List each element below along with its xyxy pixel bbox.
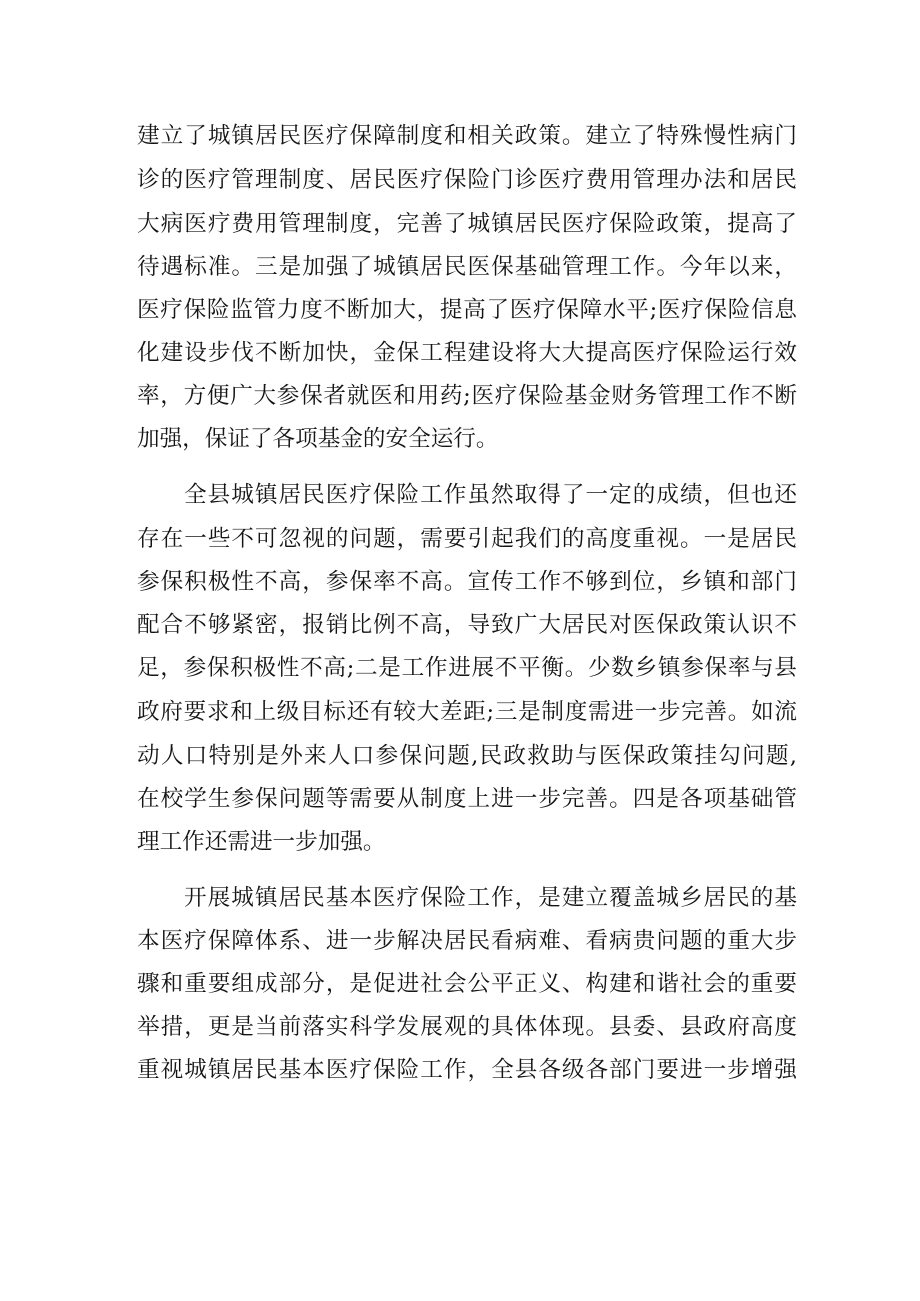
paragraph-2-line-6: 政府要求和上级目标还有较大差距;三是制度需进一步完善。如流 <box>137 699 797 725</box>
paragraph-1-line-4: 待遇标准。三是加强了城镇居民医保基础管理工作。今年以来， <box>137 254 797 280</box>
paragraph-2-line-9: 理工作还需进一步加强。 <box>137 829 386 855</box>
paragraph-3-line-1: 开展城镇居民基本医疗保险工作，是建立覆盖城乡居民的基 <box>184 885 797 911</box>
paragraph-1-line-1: 建立了城镇居民医疗保障制度和相关政策。建立了特殊慢性病门 <box>137 123 797 149</box>
paragraph-3-line-4: 举措，更是当前落实科学发展观的具体体现。县委、县政府高度 <box>137 1014 797 1040</box>
paragraph-1-line-5: 医疗保险监管力度不断加大，提高了医疗保障水平;医疗保险信息 <box>137 297 797 323</box>
paragraph-1-line-7: 率，方便广大参保者就医和用药;医疗保险基金财务管理工作不断 <box>137 383 797 409</box>
paragraph-2-line-2: 存在一些不可忽视的问题，需要引起我们的高度重视。一是居民 <box>137 526 797 552</box>
paragraph-2-line-5: 足，参保积极性不高;二是工作进展不平衡。少数乡镇参保率与县 <box>137 655 797 681</box>
paragraph-1-line-2: 诊的医疗管理制度、居民医疗保险门诊医疗费用管理办法和居民 <box>137 167 797 193</box>
paragraph-3-line-3: 骤和重要组成部分，是促进社会公平正义、构建和谐社会的重要 <box>137 971 797 997</box>
paragraph-1-line-6: 化建设步伐不断加快，金保工程建设将大大提高医疗保险运行效 <box>137 340 797 366</box>
paragraph-3-line-5: 重视城镇居民基本医疗保险工作，全县各级各部门要进一步增强 <box>137 1057 797 1083</box>
paragraph-1-line-8: 加强，保证了各项基金的安全运行。 <box>137 426 499 452</box>
paragraph-2-line-4: 配合不够紧密，报销比例不高，导致广大居民对医保政策认识不 <box>137 612 797 638</box>
paragraph-2-line-1: 全县城镇居民医疗保险工作虽然取得了一定的成绩，但也还 <box>184 482 797 508</box>
paragraph-2-line-8: 在校学生参保问题等需要从制度上进一步完善。四是各项基础管 <box>137 786 797 812</box>
paragraph-1-line-3: 大病医疗费用管理制度，完善了城镇居民医疗保险政策，提高了 <box>137 211 797 237</box>
paragraph-2-line-7: 动人口特别是外来人口参保问题,民政救助与医保政策挂勾问题, <box>137 743 797 769</box>
paragraph-2-line-3: 参保积极性不高，参保率不高。宣传工作不够到位，乡镇和部门 <box>137 569 797 595</box>
paragraph-3-line-2: 本医疗保障体系、进一步解决居民看病难、看病贵问题的重大步 <box>137 928 797 954</box>
